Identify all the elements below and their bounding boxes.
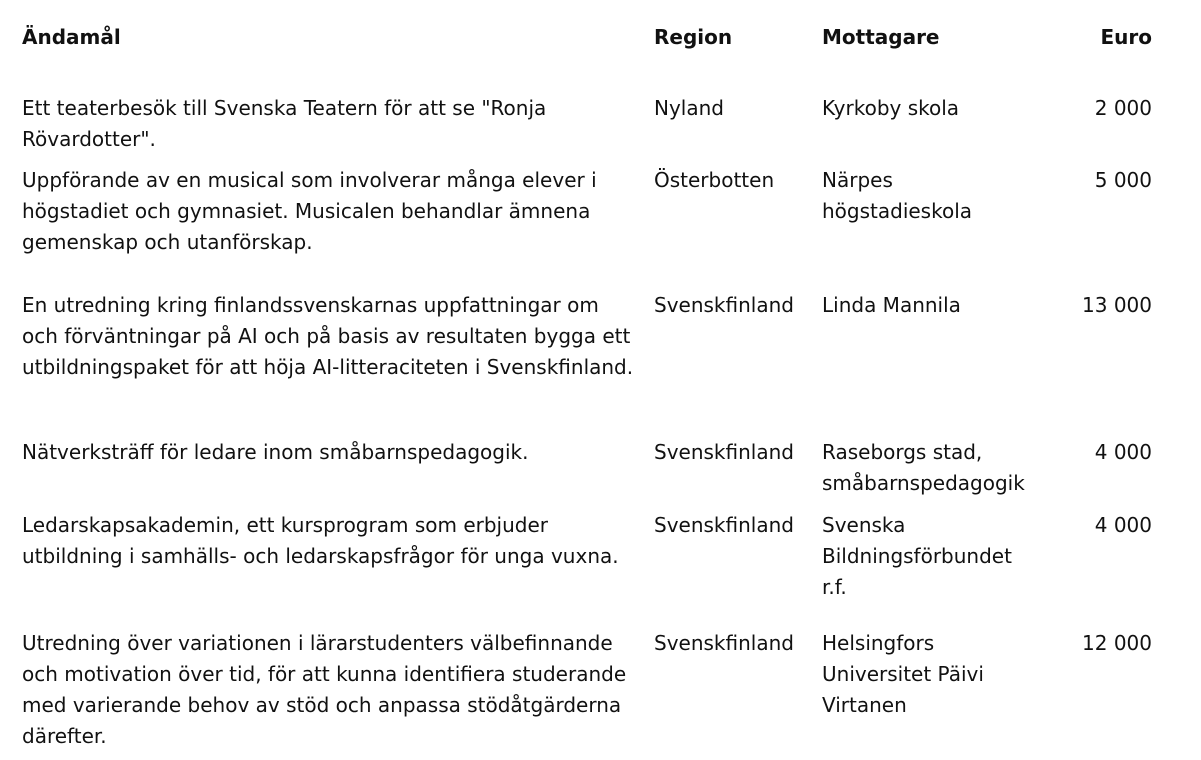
cell-euro: [1042, 437, 1152, 510]
recipient-text: Svenska Bildningsförbundet r.f.: [822, 513, 1012, 599]
cell-purpose: [22, 628, 654, 752]
purpose-text: Nätverksträff för ledare inom småbarnspedagogik.: [22, 440, 529, 464]
header-region: Region: [654, 25, 733, 49]
cell-euro: [1042, 93, 1152, 165]
recipient-text: Helsingfors Universitet Päivi Virtanen: [822, 631, 984, 717]
cell-recipient: [822, 93, 1042, 165]
grants-table: [22, 18, 1152, 752]
euro-text: 12 000: [1082, 631, 1152, 655]
cell-recipient: [822, 510, 1042, 628]
cell-euro: [1042, 290, 1152, 437]
region-text: Österbotten: [654, 168, 775, 192]
region-text: Svenskfinland: [654, 513, 794, 537]
cell-purpose: [22, 165, 654, 290]
table-row: [22, 437, 1152, 510]
cell-purpose: [22, 93, 654, 165]
cell-region: [654, 628, 822, 752]
header-euro: Euro: [1100, 25, 1152, 49]
table-row: [22, 165, 1152, 290]
region-text: Svenskfinland: [654, 631, 794, 655]
header-purpose: Ändamål: [22, 25, 121, 49]
header-recipient: Mottagare: [822, 25, 940, 49]
table-body: [22, 93, 1152, 752]
cell-region: [654, 290, 822, 437]
cell-recipient: [822, 165, 1042, 290]
cell-purpose: [22, 510, 654, 628]
table-header: [22, 18, 1152, 93]
cell-euro: [1042, 628, 1152, 752]
purpose-text: En utredning kring finlandssvenskarnas uppfattningar om och förväntningar på AI och på basis av resultaten bygga ett utbildningspaket för att höja AI-litteraciteten i Svenskfinland.: [22, 293, 634, 379]
table-row: [22, 93, 1152, 165]
cell-purpose: [22, 290, 654, 437]
recipient-text: Närpes högstadieskola: [822, 168, 973, 223]
purpose-text: Utredning över variationen i lärarstudenters välbefinnande och motivation över tid, för att kunna identifiera studerande med varierande behov av stöd och anpassa stödåtgärderna därefter.: [22, 631, 627, 748]
euro-text: 4 000: [1094, 513, 1152, 537]
recipient-text: Raseborgs stad, småbarnspedagogik: [822, 440, 1025, 495]
region-text: Svenskfinland: [654, 293, 794, 317]
header-row: [22, 18, 1152, 93]
table-row: [22, 510, 1152, 628]
cell-recipient: [822, 437, 1042, 510]
euro-text: 2 000: [1094, 96, 1152, 120]
cell-region: [654, 510, 822, 628]
recipient-text: Kyrkoby skola: [822, 96, 960, 120]
cell-recipient: [822, 290, 1042, 437]
region-text: Nyland: [654, 96, 724, 120]
cell-region: [654, 165, 822, 290]
cell-euro: [1042, 510, 1152, 628]
purpose-text: Uppförande av en musical som involverar många elever i högstadiet och gymnasiet. Musicalen behandlar ämnena gemenskap och utanförskap.: [22, 168, 597, 254]
purpose-text: Ett teaterbesök till Svenska Teatern för att se "Ronja Rövardotter".: [22, 96, 547, 151]
table-row: [22, 628, 1152, 752]
cell-region: [654, 93, 822, 165]
cell-region: [654, 437, 822, 510]
region-text: Svenskfinland: [654, 440, 794, 464]
euro-text: 4 000: [1094, 440, 1152, 464]
euro-text: 5 000: [1094, 168, 1152, 192]
cell-euro: [1042, 165, 1152, 290]
recipient-text: Linda Mannila: [822, 293, 961, 317]
cell-recipient: [822, 628, 1042, 752]
euro-text: 13 000: [1082, 293, 1152, 317]
cell-purpose: [22, 437, 654, 510]
table-row: [22, 290, 1152, 437]
purpose-text: Ledarskapsakademin, ett kursprogram som erbjuder utbildning i samhälls- och ledarskapsfrågor för unga vuxna.: [22, 513, 619, 568]
